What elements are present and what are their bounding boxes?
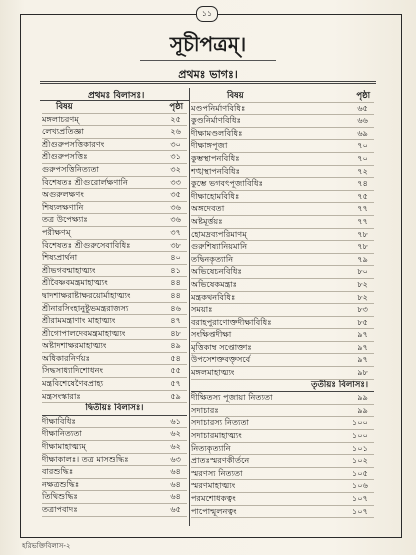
toc-entry-page: ৯৭ — [357, 341, 368, 352]
toc-entry-page: ৯৭ — [357, 354, 368, 365]
toc-row — [191, 480, 374, 493]
toc-entry-title: গুরুপসত্তিনিত্যতা — [42, 163, 99, 174]
toc-entry-page: ৫৫ — [170, 365, 181, 376]
section-heading-row — [191, 380, 374, 393]
toc-entry-page: ৭০ — [357, 152, 368, 163]
toc-entry-page: ১০২ — [352, 455, 368, 466]
toc-entry-page: ৭০ — [357, 140, 368, 151]
section-heading-row — [42, 403, 187, 416]
toc-entry-title: অষ্টাদশাক্ষরমাহাত্ম্যং — [42, 340, 107, 351]
toc-entry-page: ১০৭ — [352, 505, 368, 516]
toc-row — [191, 329, 374, 342]
top-page-number: ১১ — [196, 6, 218, 22]
toc-row — [191, 254, 374, 267]
toc-row — [42, 491, 187, 504]
toc-entry-page: ৮৩ — [357, 304, 368, 315]
toc-row — [42, 466, 187, 479]
toc-row — [42, 214, 187, 227]
divider-line — [40, 81, 376, 82]
toc-row — [42, 290, 187, 303]
toc-entry-title: মন্ত্রবিশেষেণৈবপ্রাহ্য — [42, 378, 104, 389]
toc-entry-title: কুম্ভে ভগবৎপূজাবিধিঃ — [191, 178, 263, 189]
toc-entry-title: শ্রীগুরুপসত্তিঃ — [42, 151, 88, 162]
toc-row — [191, 493, 374, 506]
toc-row — [42, 265, 187, 278]
toc-row — [42, 177, 187, 190]
left-section-heading-2: দ্বিতীয়ঃ বিলাসঃ। — [85, 403, 144, 414]
toc-entry-page: ১০১ — [352, 442, 368, 453]
toc-entry-title: দীক্ষানিত্যতা — [42, 428, 82, 439]
toc-row — [42, 139, 187, 152]
toc-row — [42, 328, 187, 341]
toc-entry-title: অষ্টমূর্ত্তয়ঃ — [191, 215, 223, 226]
toc-row — [191, 241, 374, 254]
toc-row — [191, 354, 374, 367]
toc-entry-page: ১০০ — [352, 430, 368, 441]
toc-entry-page: ৭৮ — [357, 241, 368, 252]
toc-entry-title: লেখ্যপ্রতিজ্ঞা — [42, 126, 84, 137]
toc-entry-page: ৬১ — [170, 415, 181, 426]
toc-entry-title: শিষ্যপ্রার্থনা — [42, 252, 78, 263]
toc-entry-page: ৮০ — [357, 266, 368, 277]
toc-row — [191, 392, 374, 405]
toc-row — [191, 203, 374, 216]
divider-line — [40, 83, 376, 84]
toc-entry-page: ৭৮ — [357, 228, 368, 239]
toc-entry-page: ২৫ — [170, 113, 181, 124]
toc-row — [191, 506, 374, 519]
toc-entry-title: বিশেষতঃ শ্রীগুরুসেবাবিধিঃ — [42, 239, 131, 250]
toc-entry-title: মন্ত্রসংস্কারাঃ — [42, 390, 81, 401]
toc-row — [42, 340, 187, 353]
toc-entry-page: ৬৬ — [357, 115, 368, 126]
toc-entry-page: ৪০ — [170, 252, 181, 263]
toc-entry-title: দীক্ষাহোমবিধিঃ — [191, 190, 240, 201]
toc-entry-title: সময়াঃ — [191, 304, 213, 315]
toc-entry-title: দীক্ষাঙ্গপূজা — [191, 140, 228, 151]
toc-entry-title: উপসেশক্তবক্তৃসর্বে — [191, 354, 251, 365]
subject-header: বিষয় — [227, 90, 244, 100]
toc-row — [42, 416, 187, 429]
toc-row — [191, 304, 374, 317]
toc-entry-title: দীক্ষাকালঃ। তত্র মাসশুদ্ধিঃ — [42, 453, 129, 464]
toc-entry-title: শঙ্খস্থাপনবিধিঃ — [191, 165, 240, 176]
toc-entry-page: ৫৭ — [170, 378, 181, 389]
toc-entry-page: ৫৯ — [170, 390, 181, 401]
toc-row — [191, 468, 374, 481]
toc-entry-title: দীক্ষিতস্য পূজায়া নিত্যতা — [191, 392, 273, 403]
right-section-heading-3: তৃতীয়ঃ বিলাসঃ। — [311, 379, 368, 390]
toc-row — [191, 153, 374, 166]
toc-row — [42, 378, 187, 391]
toc-entry-page: ৪৯ — [170, 340, 181, 351]
toc-entry-title: পরীক্ষণম্ — [42, 226, 71, 237]
toc-row — [191, 191, 374, 204]
toc-entry-page: ৩৩ — [170, 176, 181, 187]
table-header-row — [42, 101, 187, 114]
toc-row — [42, 240, 187, 253]
toc-row — [42, 252, 187, 265]
toc-entry-title: প্রাতঃস্মরণকীর্তনে — [191, 455, 250, 466]
toc-entry-title: শ্রীবৈষ্ণবমন্ত্রমাহাত্ম্যং — [42, 277, 108, 288]
toc-row — [191, 115, 374, 128]
toc-entry-page: ৬২ — [170, 428, 181, 439]
toc-entry-page: ৩২ — [170, 163, 181, 174]
toc-entry-page: ৩৭ — [170, 226, 181, 237]
toc-entry-title: দীক্ষামাহাত্ম্যম্ — [42, 441, 87, 452]
part-heading: প্রথমঃ ভাগঃ। — [178, 68, 238, 81]
toc-entry-title: পাপোন্মূলনত্বং — [191, 505, 237, 516]
toc-row — [191, 216, 374, 229]
toc-entry-page: ৯৮ — [357, 367, 368, 378]
toc-entry-title: দীক্ষামণ্ডলবিধিঃ — [191, 127, 243, 138]
toc-entry-page: ৭৯ — [357, 253, 368, 264]
toc-entry-title: বারশুদ্ধিঃ — [42, 466, 74, 477]
toc-entry-title: অধিকারনির্ণয়ঃ — [42, 352, 90, 363]
page-header: পৃষ্ঠা — [356, 90, 370, 100]
toc-entry-title: শিষ্যলক্ষণানি — [42, 201, 84, 212]
toc-row — [42, 391, 187, 404]
toc-entry-title: কুম্ভস্থাপনবিধিঃ — [191, 152, 240, 163]
toc-entry-title: শ্রীভগবন্মাহাত্ম্যং — [42, 264, 96, 275]
toc-entry-page: ১০৬ — [352, 480, 368, 491]
toc-row — [191, 178, 374, 191]
toc-entry-page: ৩৫ — [170, 189, 181, 200]
toc-entry-page: ৬৩ — [170, 453, 181, 464]
toc-entry-title: কুণ্ডনির্মাণবিধিঃ — [191, 115, 241, 126]
toc-entry-title: সদাচারঃ — [191, 404, 219, 415]
title-underline — [140, 60, 276, 61]
toc-entry-page: ৫৪ — [170, 352, 181, 363]
toc-entry-title: শ্রীগুরুপসত্তিকারণং — [42, 138, 105, 149]
toc-row — [191, 455, 374, 468]
toc-row — [191, 405, 374, 418]
toc-row — [191, 317, 374, 330]
toc-entry-title: দীক্ষাবিধিঃ — [42, 415, 76, 426]
toc-entry-page: ৪৭ — [170, 315, 181, 326]
toc-row — [191, 430, 374, 443]
toc-row — [191, 103, 374, 116]
toc-entry-page: ১০০ — [352, 417, 368, 428]
toc-entry-title: হোমদ্রব্যপরিমাণম্ — [191, 228, 247, 239]
toc-entry-page: ৩৬ — [170, 214, 181, 225]
toc-entry-page: ১০৫ — [352, 467, 368, 478]
toc-row — [42, 164, 187, 177]
toc-entry-page: ৪৪ — [170, 289, 181, 300]
toc-entry-title: মৃত্তিকাম্ব সপ্তোক্তাঃ — [191, 341, 252, 352]
toc-entry-title: তদ্বিনকৃত্যানি — [191, 253, 234, 264]
toc-entry-page: ৭৭ — [357, 215, 368, 226]
toc-entry-title: নিত্যকৃত্যানি — [191, 442, 231, 453]
toc-row — [42, 277, 187, 290]
toc-row — [191, 128, 374, 141]
toc-row — [191, 292, 374, 305]
toc-entry-title: তিথিশুদ্ধিঃ — [42, 491, 78, 502]
toc-entry-title: সদাচারস্য নিত্যতা — [191, 417, 250, 428]
toc-entry-title: মঙ্গলমাহাত্ম্যং — [191, 367, 235, 378]
left-section-heading: প্রথমঃ বিলাসঃ। — [88, 91, 145, 101]
toc-entry-page: ৭২ — [357, 165, 368, 176]
toc-entry-page: ৩৬ — [170, 201, 181, 212]
toc-entry-page: ৯৯ — [357, 404, 368, 415]
toc-row — [42, 126, 187, 139]
toc-entry-page: ৪৮ — [170, 327, 181, 338]
toc-row — [191, 166, 374, 179]
toc-entry-page: ৭৪ — [357, 178, 368, 189]
toc-row — [42, 315, 187, 328]
toc-entry-title: অভিষেচনবিধিঃ — [191, 266, 242, 277]
toc-entry-page: ৪৪ — [170, 277, 181, 288]
toc-row — [42, 227, 187, 240]
toc-row — [191, 279, 374, 292]
toc-entry-title: তত্র উপেক্ষ্যাঃ — [42, 214, 88, 225]
toc-row — [191, 266, 374, 279]
toc-entry-title: শ্রীনারসিংহানুষ্টুভমন্ত্ররাজস্য — [42, 302, 129, 313]
toc-row — [191, 229, 374, 242]
toc-entry-page: ৮২ — [357, 291, 368, 302]
toc-entry-page: ৬৪ — [170, 491, 181, 502]
toc-entry-page: ৭৫ — [357, 190, 368, 201]
toc-row — [42, 151, 187, 164]
toc-row — [42, 454, 187, 467]
toc-entry-page: ৬৪ — [170, 478, 181, 489]
toc-entry-page: ৬২ — [170, 441, 181, 452]
toc-entry-title: বরাহপুরাণোক্তদীক্ষাবিধিঃ — [191, 316, 272, 327]
toc-row — [191, 367, 374, 380]
toc-entry-title: বিশেষতঃ শ্রীগুরোর্লক্ষণানি — [42, 176, 128, 187]
toc-entry-page: ৮৫ — [357, 316, 368, 327]
toc-entry-page: ৮২ — [357, 278, 368, 289]
toc-entry-page: ৭৭ — [357, 203, 368, 214]
toc-entry-page: ৯৯ — [357, 392, 368, 403]
toc-row — [42, 428, 187, 441]
toc-row — [42, 479, 187, 492]
column-divider — [189, 88, 190, 526]
toc-row — [42, 365, 187, 378]
left-toc-table — [42, 101, 187, 517]
toc-row — [42, 303, 187, 316]
right-toc-table — [191, 90, 374, 518]
toc-entry-title: পরমশোধকত্বং — [191, 493, 236, 503]
toc-entry-title: দ্বাদশাক্ষরাষ্টাক্ষরয়োর্মাহাত্ম্যং — [42, 289, 131, 300]
toc-entry-title: মঙ্গলাচরণম্ — [42, 113, 79, 124]
toc-entry-page: ২৬ — [170, 126, 181, 137]
toc-entry-page: ৯৭ — [357, 329, 368, 340]
toc-entry-title: অভিষেকমন্ত্রাঃ — [191, 278, 238, 289]
subject-header: বিষয় — [56, 101, 73, 111]
toc-entry-title: সদাচারমাহাত্ম্যং — [191, 430, 242, 441]
toc-entry-page: ৩০ — [170, 138, 181, 149]
toc-entry-page: ৬৫ — [357, 102, 368, 113]
toc-row — [42, 504, 187, 517]
toc-entry-title: মণ্ডপনির্মাণবিধিঃ — [191, 102, 246, 113]
toc-row — [191, 140, 374, 153]
toc-row — [191, 342, 374, 355]
toc-row — [42, 202, 187, 215]
toc-entry-title: অঙ্গদেবতা — [191, 203, 225, 214]
toc-row — [42, 441, 187, 454]
page-footer: হরিভক্তিবিলাস-২ — [22, 542, 71, 550]
toc-entry-page: ৩৮ — [170, 239, 181, 250]
toc-entry-title: স্মরণস্য নিত্যতা — [191, 467, 243, 478]
toc-row — [191, 443, 374, 456]
toc-entry-title: মন্ত্রকথনবিধিঃ — [191, 291, 236, 302]
toc-entry-title: শ্রীরামমন্ত্রাণাং মাহাত্ম্যং — [42, 315, 116, 326]
toc-row — [42, 189, 187, 202]
toc-entry-page: ৩১ — [170, 151, 181, 162]
page-header: পৃষ্ঠা — [169, 101, 183, 111]
toc-entry-page: ৬৫ — [170, 504, 181, 514]
toc-entry-page: ১০৭ — [352, 493, 368, 503]
toc-entry-page: ৬৪ — [170, 466, 181, 477]
toc-row — [42, 114, 187, 127]
toc-row — [42, 353, 187, 366]
toc-entry-title: নক্ষত্রশুদ্ধিঃ — [42, 478, 80, 489]
toc-entry-page: ৪১ — [170, 264, 181, 275]
toc-entry-title: সংক্ষিপ্তদীক্ষা — [191, 329, 232, 340]
toc-entry-title: শ্রীগোপালদেবমন্ত্রমাহাত্ম্যং — [42, 327, 126, 338]
toc-entry-title: সিদ্ধসাধ্যাদিশোধনং — [42, 365, 104, 376]
table-header-row — [191, 90, 374, 103]
toc-row — [191, 417, 374, 430]
page-title: সূচীপত্রম্। — [169, 32, 247, 56]
toc-entry-title: অগুরুলক্ষণং — [42, 189, 84, 200]
toc-entry-page: ৬৯ — [357, 127, 368, 138]
toc-entry-title: তত্রাপবাদঃ — [42, 504, 78, 514]
toc-entry-page: ৪৬ — [170, 302, 181, 313]
toc-entry-title: স্মরণমাহাত্ম্যং — [191, 480, 236, 491]
toc-entry-title: গুরুশিষ্যানিয়মানি — [191, 241, 248, 252]
